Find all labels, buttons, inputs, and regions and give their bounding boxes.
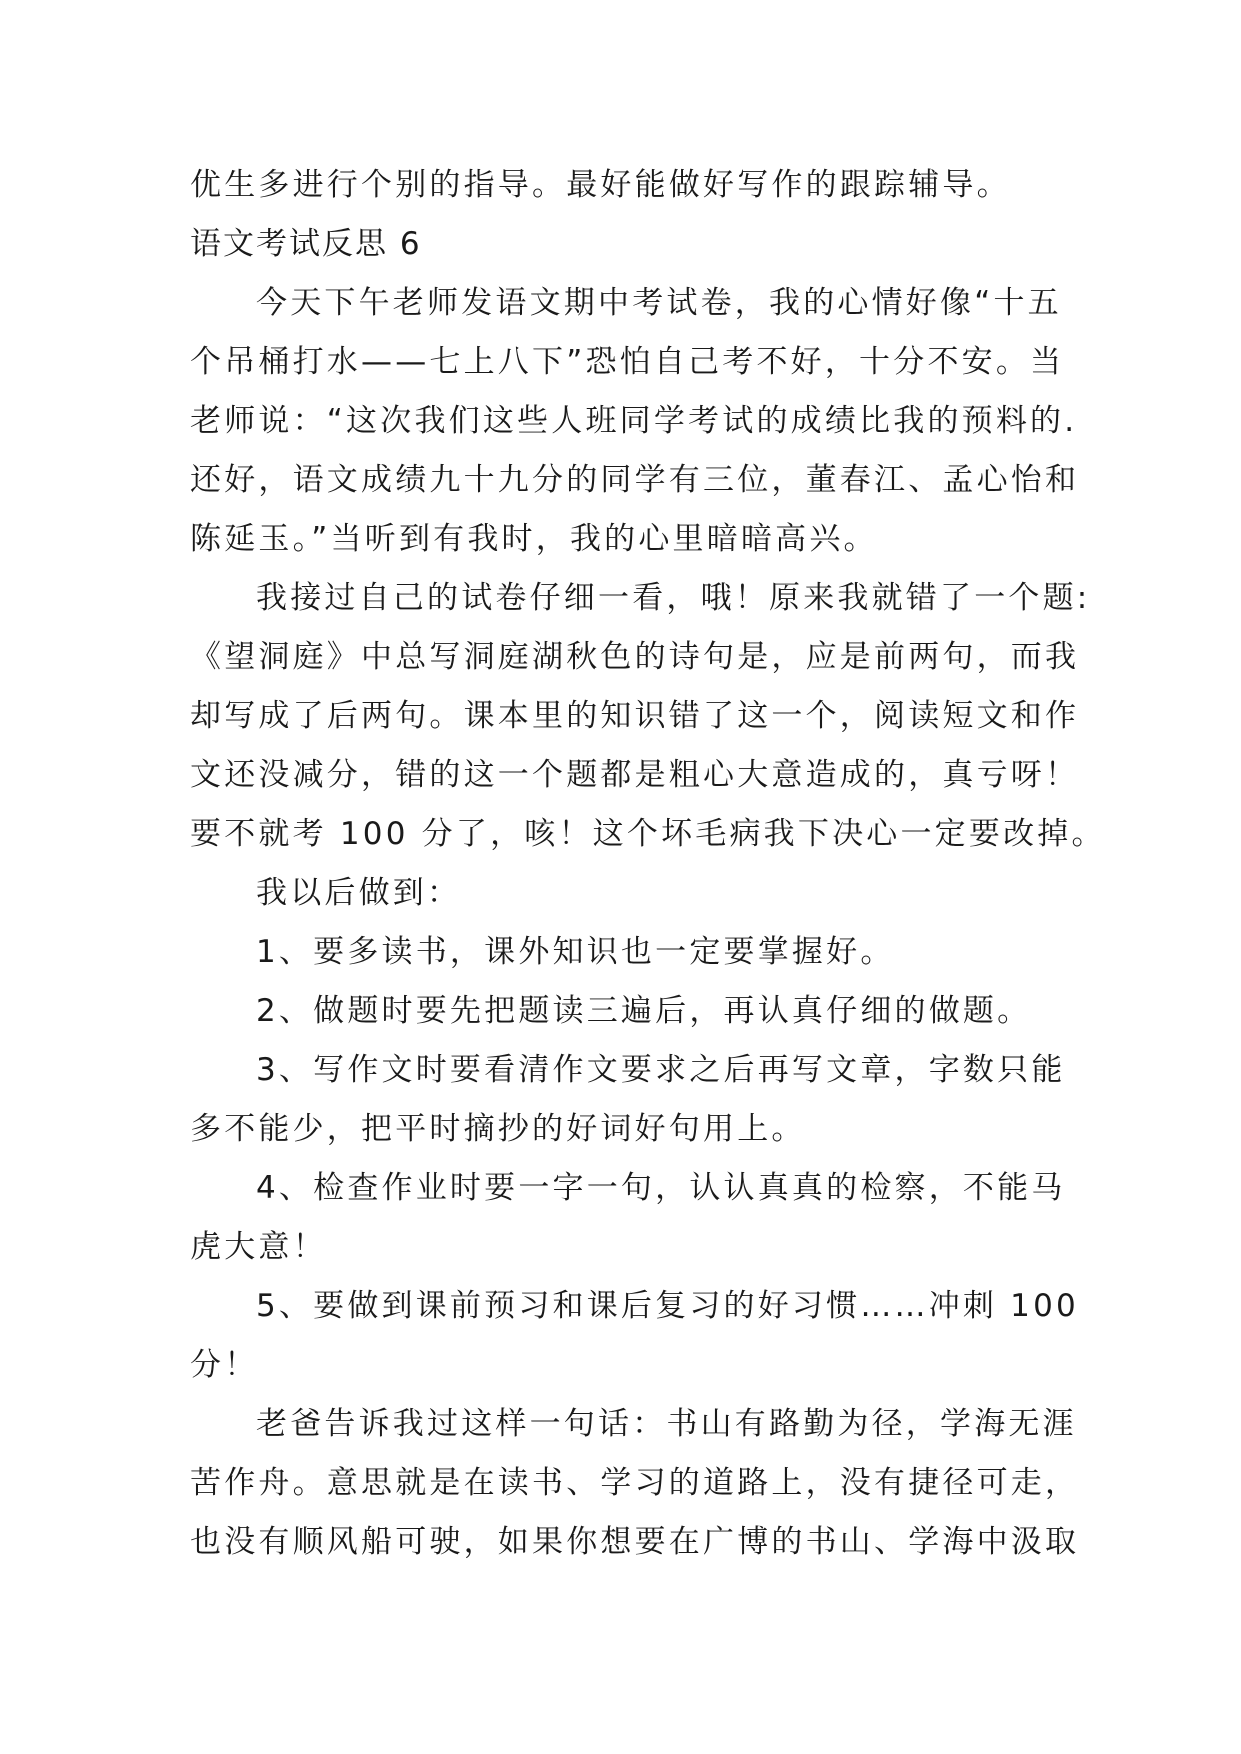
document-page	[190, 156, 1106, 1572]
list-item-5: 5、要做到课前预习和课后复习的好习惯……冲刺 100	[256, 1288, 1079, 1324]
body-line: 却写成了后两句。课本里的知识错了这一个，阅读短文和作	[190, 698, 1080, 734]
body-line: 文还没减分，错的这一个题都是粗心大意造成的，真亏呀！	[190, 757, 1080, 793]
list-item-2: 2、做题时要先把题读三遍后，再认真仔细的做题。	[256, 993, 1032, 1029]
paragraph-first-line: 我以后做到：	[256, 875, 462, 911]
list-item-4-continued: 虎大意！	[190, 1229, 327, 1265]
body-line: 也没有顺风船可驶，如果你想要在广博的书山、学海中汲取	[190, 1524, 1080, 1560]
body-line: 要不就考 100 分了，咳！这个坏毛病我下决心一定要改掉。	[190, 816, 1106, 852]
body-line: 优生多进行个别的指导。最好能做好写作的跟踪辅导。	[190, 167, 1011, 203]
paragraph-first-line: 老爸告诉我过这样一句话：书山有路勤为径，学海无涯	[256, 1406, 1077, 1442]
list-item-4: 4、检查作业时要一字一句，认认真真的检察，不能马	[256, 1170, 1066, 1206]
list-item-3-continued: 多不能少，把平时摘抄的好词好句用上。	[190, 1111, 806, 1147]
body-line: 老师说：“这次我们这些人班同学考试的成绩比我的预料的.	[190, 403, 1078, 439]
section-heading: 语文考试反思 6	[190, 226, 422, 262]
paragraph-first-line: 我接过自己的试卷仔细一看，哦！原来我就错了一个题:	[256, 580, 1091, 616]
body-line: 苦作舟。意思就是在读书、学习的道路上，没有捷径可走，	[190, 1465, 1080, 1501]
body-line: 《望洞庭》中总写洞庭湖秋色的诗句是，应是前两句，而我	[190, 639, 1080, 675]
paragraph-first-line: 今天下午老师发语文期中考试卷，我的心情好像“十五	[256, 285, 1062, 321]
list-item-5-continued: 分！	[190, 1347, 259, 1383]
body-line: 陈延玉。”当听到有我时，我的心里暗暗高兴。	[190, 521, 878, 557]
body-line: 还好，语文成绩九十九分的同学有三位，董春江、孟心怡和	[190, 462, 1080, 498]
list-item-1: 1、要多读书，课外知识也一定要掌握好。	[256, 934, 895, 970]
list-item-3: 3、写作文时要看清作文要求之后再写文章，字数只能	[256, 1052, 1066, 1088]
body-line: 个吊桶打水——七上八下”恐怕自己考不好，十分不安。当	[190, 344, 1065, 380]
